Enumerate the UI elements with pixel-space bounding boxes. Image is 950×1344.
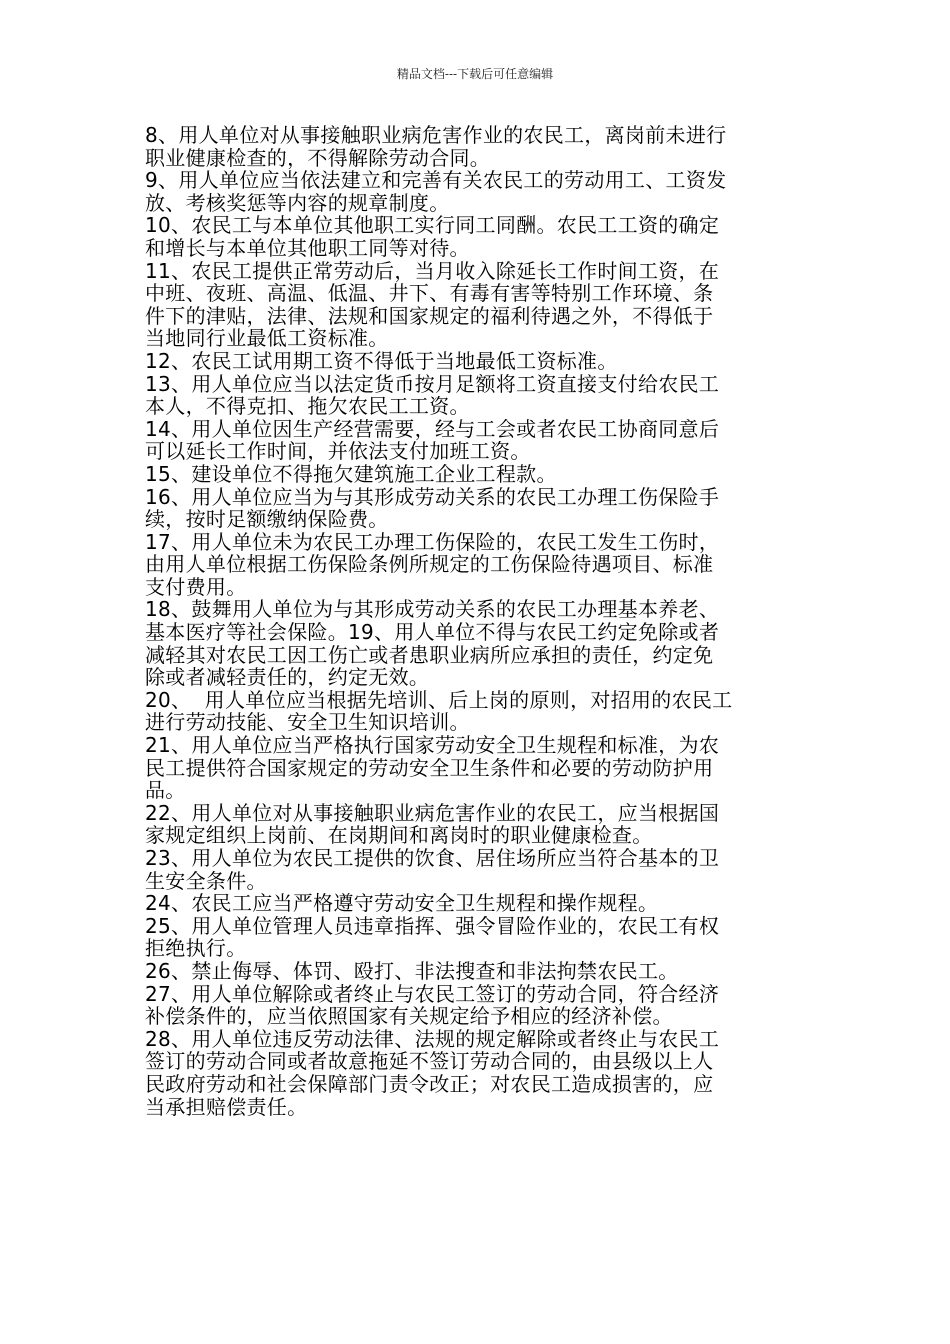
paragraph-11: 11、农民工提供正常劳动后，当月收入除延长工作时间工资，在 中班、夜班、高温、低温、井下、有毒有害等特别工作环境、条 件下的津贴，法律、法规和国家规定的福利待遇之外，不得低于 当地同行业最低工资标准。 (145, 258, 720, 351)
paragraph-16: 16、用人单位应当为与其形成劳动关系的农民工办理工伤保险手 续，按时足额缴纳保险费。 (145, 484, 720, 532)
paragraph-22: 22、用人单位对从事接触职业病危害作业的农民工，应当根据国 家规定组织上岗前、在岗期间和离岗时的职业健康检查。 (145, 800, 720, 848)
paragraph-13: 13、用人单位应当以法定货币按月足额将工资直接支付给农民工 本人，不得克扣、拖欠农民工工资。 (145, 371, 720, 419)
paragraph-24: 24、农民工应当严格遵守劳动安全卫生规程和操作规程。 (145, 891, 659, 916)
paragraph-10: 10、农民工与本单位其他职工实行同工同酬。农民工工资的确定 和增长与本单位其他职工同等对待。 (145, 213, 720, 260)
paragraph-14: 14、用人单位因生产经营需要，经与工会或者农民工协商同意后 可以延长工作时间，并依法支付加班工资。 (145, 416, 720, 464)
paragraph-18-19: 18、鼓舞用人单位为与其形成劳动关系的农民工办理基本养老、 基本医疗等社会保险。19、用人单位不得与农民工约定免除或者 减轻其对农民工因工伤亡或者患职业病所应承担的责任，约定免 除或者减轻责任的，约定无效。 (145, 597, 720, 690)
paragraph-15: 15、建设单位不得拖欠建筑施工企业工程款。 (145, 461, 557, 486)
paragraph-21: 21、用人单位应当严格执行国家劳动安全卫生规程和标准，为农 民工提供符合国家规定的劳动安全卫生条件和必要的劳动防护用 品。 (145, 733, 720, 803)
paragraph-12: 12、农民工试用期工资不得低于当地最低工资标准。 (145, 348, 618, 373)
page-header: 精品文档---下载后可任意编辑 (396, 67, 554, 81)
paragraph-9: 9、用人单位应当依法建立和完善有关农民工的劳动用工、工资发 放、考核奖惩等内容的规章制度。 (145, 168, 727, 215)
document-body (145, 124, 815, 1118)
paragraph-26: 26、禁止侮辱、体罚、殴打、非法搜查和非法拘禁农民工。 (145, 958, 679, 983)
paragraph-27: 27、用人单位解除或者终止与农民工签订的劳动合同，符合经济 补偿条件的，应当依照国家有关规定给予相应的经济补偿。 (145, 981, 720, 1029)
paragraph-8: 8、用人单位对从事接触职业病危害作业的农民工，离岗前未进行 职业健康检查的，不得解除劳动合同。 (145, 123, 727, 170)
paragraph-17: 17、用人单位未为农民工办理工伤保险的，农民工发生工伤时， 由用人单位根据工伤保险条例所规定的工伤保险待遇项目、标准 支付费用。 (145, 529, 720, 599)
paragraph-20: 20、 用人单位应当根据先培训、后上岗的原则，对招用的农民工 进行劳动技能、安全卫生知识培训。 (145, 687, 733, 735)
paragraph-23: 23、用人单位为农民工提供的饮食、居住场所应当符合基本的卫 生安全条件。 (145, 846, 720, 893)
paragraph-28: 28、用人单位违反劳动法律、法规的规定解除或者终止与农民工 签订的劳动合同或者故意拖延不签订劳动合同的，由县级以上人 民政府劳动和社会保障部门责令改正；对农民工造成损害的，应 当承担赔偿责任。 (145, 1026, 720, 1119)
paragraph-25: 25、用人单位管理人员违章指挥、强令冒险作业的，农民工有权 拒绝执行。 (145, 913, 720, 961)
